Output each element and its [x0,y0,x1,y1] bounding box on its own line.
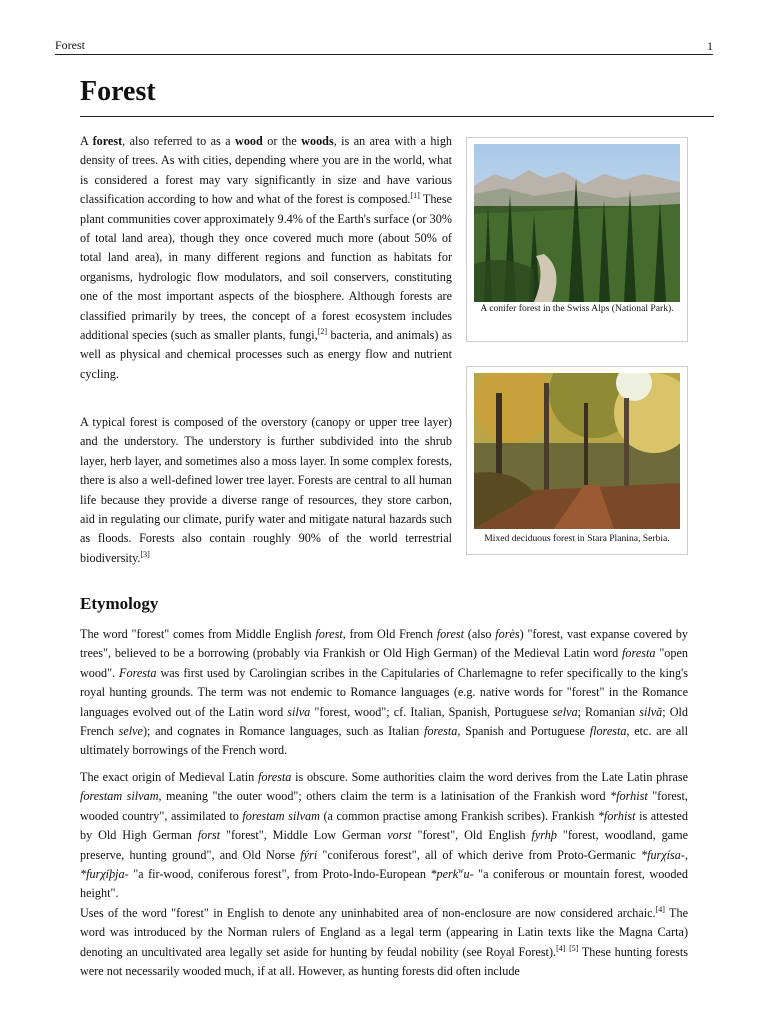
italic-term: forest [315,627,343,641]
text-run: These hunting forests were not necessarily wooded much, if at all. However, as hunting forests did often include [80,944,688,979]
text-run: , meaning "the outer wood"; others claim the term is a latinisation of the Frankish word [158,789,611,804]
conifer-forest-image [474,144,680,302]
italic-term: *forhist [610,789,648,804]
text-run: "coniferous forest", all of which derive from Proto-Germanic [317,847,641,862]
etymology-paragraph-1 [80,625,688,761]
text-run: ); and cognates in Romance languages, such as Italian [142,724,424,739]
italic-term: forestam silvam [242,808,320,823]
italic-term: foresta [257,770,292,784]
page-header [55,38,713,55]
italic-term: floresta [589,724,627,739]
text-run: (a common practise among Frankish scribes). Frankish [319,808,598,823]
bold-term: woods [301,134,334,148]
bold-term: forest [92,134,123,148]
citation-ref[interactable]: [1] [410,191,420,201]
italic-term: *forhist [597,808,636,823]
italic-term: foresta [424,724,458,739]
citation-ref[interactable]: [3] [140,549,150,559]
italic-term: forestam silvam [80,789,159,804]
italic-term: u- [463,867,474,882]
text-run: "forest, woodland, game preserve, hunting ground", and Old Norse [80,828,688,862]
italic-term: selve [118,724,143,739]
italic-term: forès [495,627,520,641]
text-run: "a coniferous or mountain forest, wooded height". [80,867,688,901]
page-number: 1 [707,39,713,53]
text-run: "open wood". [80,646,688,680]
deciduous-forest-image [474,373,680,529]
text-run: Uses of the word "forest" in English to denote any uninhabited area of non-enclosure are now considered archaic. [80,906,656,920]
text-run: is obscure. Some authorities claim the word derives from the Late Latin phrase [291,770,688,784]
text-run: A typical forest is composed of the overstory (canopy or upper tree layer) and the understory. The understory is further subdivided into the shrub layer, herb layer, and sometimes also a moss layer. In some complex forests, there is also a well-defined lower tree layer. Forests are central to all human life because they provide a diverse range of resources, they store carbon, aid in regulating our climate, purify water and mitigate natural hazards such as floods. Forests also contain roughly 90% of the world terrestrial biodiversity. [80,415,452,565]
text-run: is attested by Old High German [80,808,688,843]
italic-term: fyrhþ [531,828,557,843]
intro-paragraph-2 [80,413,452,568]
citation-ref[interactable]: [4] [655,904,665,914]
text-run: "forest, wooded country", assimilated to [80,789,688,823]
text-run: ; Old French [80,704,689,739]
etymology-heading: Etymology [80,594,159,613]
text-run: , from Old French [342,627,437,641]
italic-term: *perk [430,867,459,882]
italic-term: silva [287,704,311,719]
running-title: Forest [55,38,85,52]
text-run: (also [464,627,496,641]
citation-ref[interactable]: [5] [569,943,579,953]
text-run: These plant communities cover approximately 9.4% of the Earth's surface (or 30% of total land area), though they once covered much more (about 50% of total land area), in many different regions and function as habitats for organisms, hydrologic flow modulators, and soil conservers, constituting one of the most important aspects of the biosphere. Although forests are classified primarily by trees, the concept of a forest ecosystem includes additional species (such as smaller plants, fungi, [80,192,452,343]
text-run: "forest, wood"; cf. Italian, Spanish, Portuguese [310,704,553,719]
page-title: Forest [80,76,714,117]
etymology-paragraph-2 [80,768,688,904]
italic-term: silvă [639,704,663,719]
text-run: "forest", Middle Low German [220,828,388,843]
text-run: The word "forest" comes from Middle English [80,627,316,641]
italic-term: fýri [300,847,318,862]
text-run: bacteria, and animals) as well as physical and chemical processes such as energy flow and nutrient cycling. [80,328,452,381]
text-run: , is an area with a high density of trees. As with cities, depending where you are in the world, what is considered a forest may vary significantly in size and have various classification according to how and what of the forest is composed. [80,134,453,207]
text-run: or the [262,134,302,148]
figure-conifer-forest [466,137,688,342]
text-run: ; Romanian [577,704,640,719]
text-run: "a fir-wood, coniferous forest", from Proto-Indo-European [128,867,431,882]
etymology-paragraph-3 [80,904,688,982]
figure-caption: A conifer forest in the Swiss Alps (National Park). [480,303,674,314]
text-run: The exact origin of Medieval Latin [80,770,258,784]
citation-ref[interactable]: [2] [317,327,328,336]
text-run: "forest", Old English [411,828,532,843]
text-run: , also referred to as a [122,134,236,148]
text-run: ) "forest, vast expanse covered by trees", believed to be a borrowing (probably via Frankish or Old High German) of the Medieval Latin word [80,627,688,661]
italic-term: Foresta [119,665,157,680]
italic-term: vorst [387,828,412,843]
citation-ref[interactable]: [4] [556,943,566,953]
italic-term: forest [436,627,464,641]
italic-term: selva [552,704,578,719]
italic-term: *furχísa- [640,847,685,862]
bold-term: wood [235,134,263,148]
figure-deciduous-forest [466,366,688,555]
text-run: , [684,847,688,862]
text-run: , etc. are all ultimately borrowings of the French word. [80,724,689,758]
italic-term: *furχíþja- [80,867,129,882]
text-run: , Spanish and Portuguese [457,724,590,739]
intro-paragraph-1 [80,132,452,384]
figure-caption: Mixed deciduous forest in Stara Planina, Serbia. [484,533,670,544]
text-run: A [80,134,93,148]
italic-term: foresta [622,646,656,661]
text-run: The word was introduced by the Norman rulers of England as a legal term (appearing in Latin texts like the Magna Carta) denoting an uncultivated area legally set aside for hunting by feudal nobility (see Royal Forest). [80,906,688,959]
italic-term: forst [197,828,221,843]
citation-ref: w [458,865,464,875]
text-run: was first used by Carolingian scribes in the Capitularies of Charlemagne to refer specifically to the king's royal hunting grounds. The term was not endemic to Romance languages (e.g. native words for "forest" in the Romance languages evolved out of the Latin word [80,665,688,719]
